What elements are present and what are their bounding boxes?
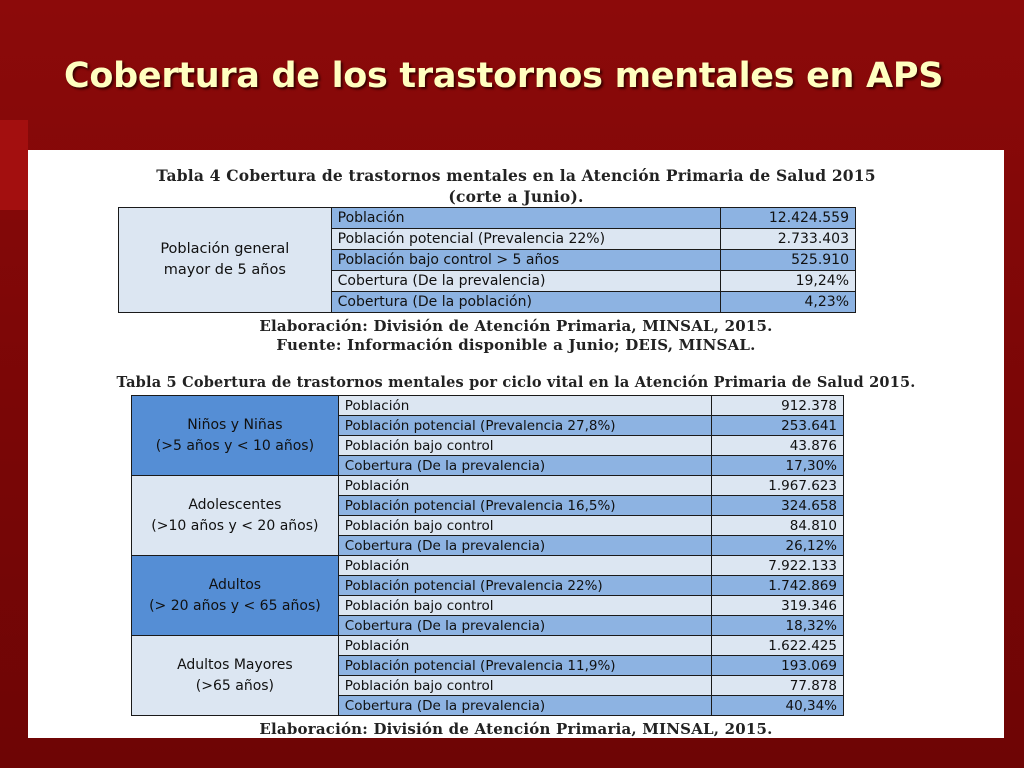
table5 <box>131 395 844 716</box>
table4-caption-line1: Tabla 4 Cobertura de trastornos mentales en la Atención Primaria de Salud 2015 <box>156 166 876 185</box>
table5-row-value: 84.810 <box>712 516 844 536</box>
table5-row-label: Cobertura (De la prevalencia) <box>338 536 711 556</box>
table5-row-label: Población <box>338 476 711 496</box>
slide-title: Cobertura de los trastornos mentales en APS <box>64 56 944 96</box>
table5-group-line1: Niños y Niñas <box>187 417 283 434</box>
table5-group-line2: (>5 años y < 10 años) <box>155 437 315 454</box>
table4-group-line2: mayor de 5 años <box>163 262 286 278</box>
table5-row-value: 26,12% <box>712 536 844 556</box>
table-row <box>132 476 844 496</box>
table5-row-label: Población <box>338 396 711 416</box>
table5-row-value: 1.742.869 <box>712 576 844 596</box>
table5-row-value: 324.658 <box>712 496 844 516</box>
table4-row-label: Población potencial (Prevalencia 22%) <box>331 229 721 250</box>
table5-group-line1: Adolescentes <box>188 497 282 514</box>
table4 <box>118 207 856 313</box>
table5-row-label: Población potencial (Prevalencia 11,9%) <box>338 656 711 676</box>
table5-row-value: 77.878 <box>712 676 844 696</box>
table4-row-label: Cobertura (De la prevalencia) <box>331 271 721 292</box>
table-row <box>132 396 844 416</box>
table-row <box>132 556 844 576</box>
table5-row-value: 7.922.133 <box>712 556 844 576</box>
table5-row-label: Población <box>338 556 711 576</box>
table5-row-label: Población potencial (Prevalencia 16,5%) <box>338 496 711 516</box>
table4-group-cell <box>119 208 332 313</box>
table4-footer-line1: Elaboración: División de Atención Primaria, MINSAL, 2015. <box>259 317 773 335</box>
table5-row-label: Población <box>338 636 711 656</box>
table-row <box>119 208 856 229</box>
table5-row-label: Cobertura (De la prevalencia) <box>338 456 711 476</box>
table5-group-line2: (>10 años y < 20 años) <box>151 517 319 534</box>
table4-row-label: Población <box>331 208 721 229</box>
table5-caption: Tabla 5 Cobertura de trastornos mentales por ciclo vital en la Atención Primaria de Salud 2015. <box>116 374 916 391</box>
table4-row-value: 4,23% <box>721 292 856 313</box>
table5-row-value: 1.967.623 <box>712 476 844 496</box>
table4-footer-line2: Fuente: Información disponible a Junio; DEIS, MINSAL. <box>276 336 756 354</box>
table5-row-label: Cobertura (De la prevalencia) <box>338 616 711 636</box>
table5-footer: Elaboración: División de Atención Primaria, MINSAL, 2015. <box>259 720 773 738</box>
table5-group-cell <box>132 556 339 636</box>
table5-group-line1: Adultos Mayores <box>177 657 293 674</box>
table5-row-value: 40,34% <box>712 696 844 716</box>
table5-group-line2: (>65 años) <box>195 677 275 694</box>
table5-row-label: Población bajo control <box>338 676 711 696</box>
table4-caption-line2: (corte a Junio). <box>448 187 584 206</box>
table5-row-value: 18,32% <box>712 616 844 636</box>
table4-row-value: 19,24% <box>721 271 856 292</box>
table5-row-label: Población bajo control <box>338 436 711 456</box>
table5-row-value: 43.876 <box>712 436 844 456</box>
decorative-band <box>0 120 28 210</box>
table5-row-label: Población bajo control <box>338 596 711 616</box>
table4-row-value: 12.424.559 <box>721 208 856 229</box>
table5-row-label: Cobertura (De la prevalencia) <box>338 696 711 716</box>
table5-row-label: Población bajo control <box>338 516 711 536</box>
table-image-panel <box>28 150 1004 738</box>
table-row <box>132 636 844 656</box>
table5-row-label: Población potencial (Prevalencia 27,8%) <box>338 416 711 436</box>
table4-row-value: 2.733.403 <box>721 229 856 250</box>
table5-row-value: 319.346 <box>712 596 844 616</box>
table4-group-line1: Población general <box>160 240 290 257</box>
table5-group-cell <box>132 636 339 716</box>
table5-group-cell <box>132 396 339 476</box>
table5-row-value: 912.378 <box>712 396 844 416</box>
table5-row-value: 253.641 <box>712 416 844 436</box>
table4-row-label: Cobertura (De la población) <box>331 292 721 313</box>
table5-group-line2: (> 20 años y < 65 años) <box>149 597 321 614</box>
table5-row-value: 1.622.425 <box>712 636 844 656</box>
table5-row-value: 193.069 <box>712 656 844 676</box>
table4-row-value: 525.910 <box>721 250 856 271</box>
table5-row-value: 17,30% <box>712 456 844 476</box>
table5-group-line1: Adultos <box>208 577 262 594</box>
table5-group-cell <box>132 476 339 556</box>
table5-row-label: Población potencial (Prevalencia 22%) <box>338 576 711 596</box>
table4-row-label: Población bajo control > 5 años <box>331 250 721 271</box>
